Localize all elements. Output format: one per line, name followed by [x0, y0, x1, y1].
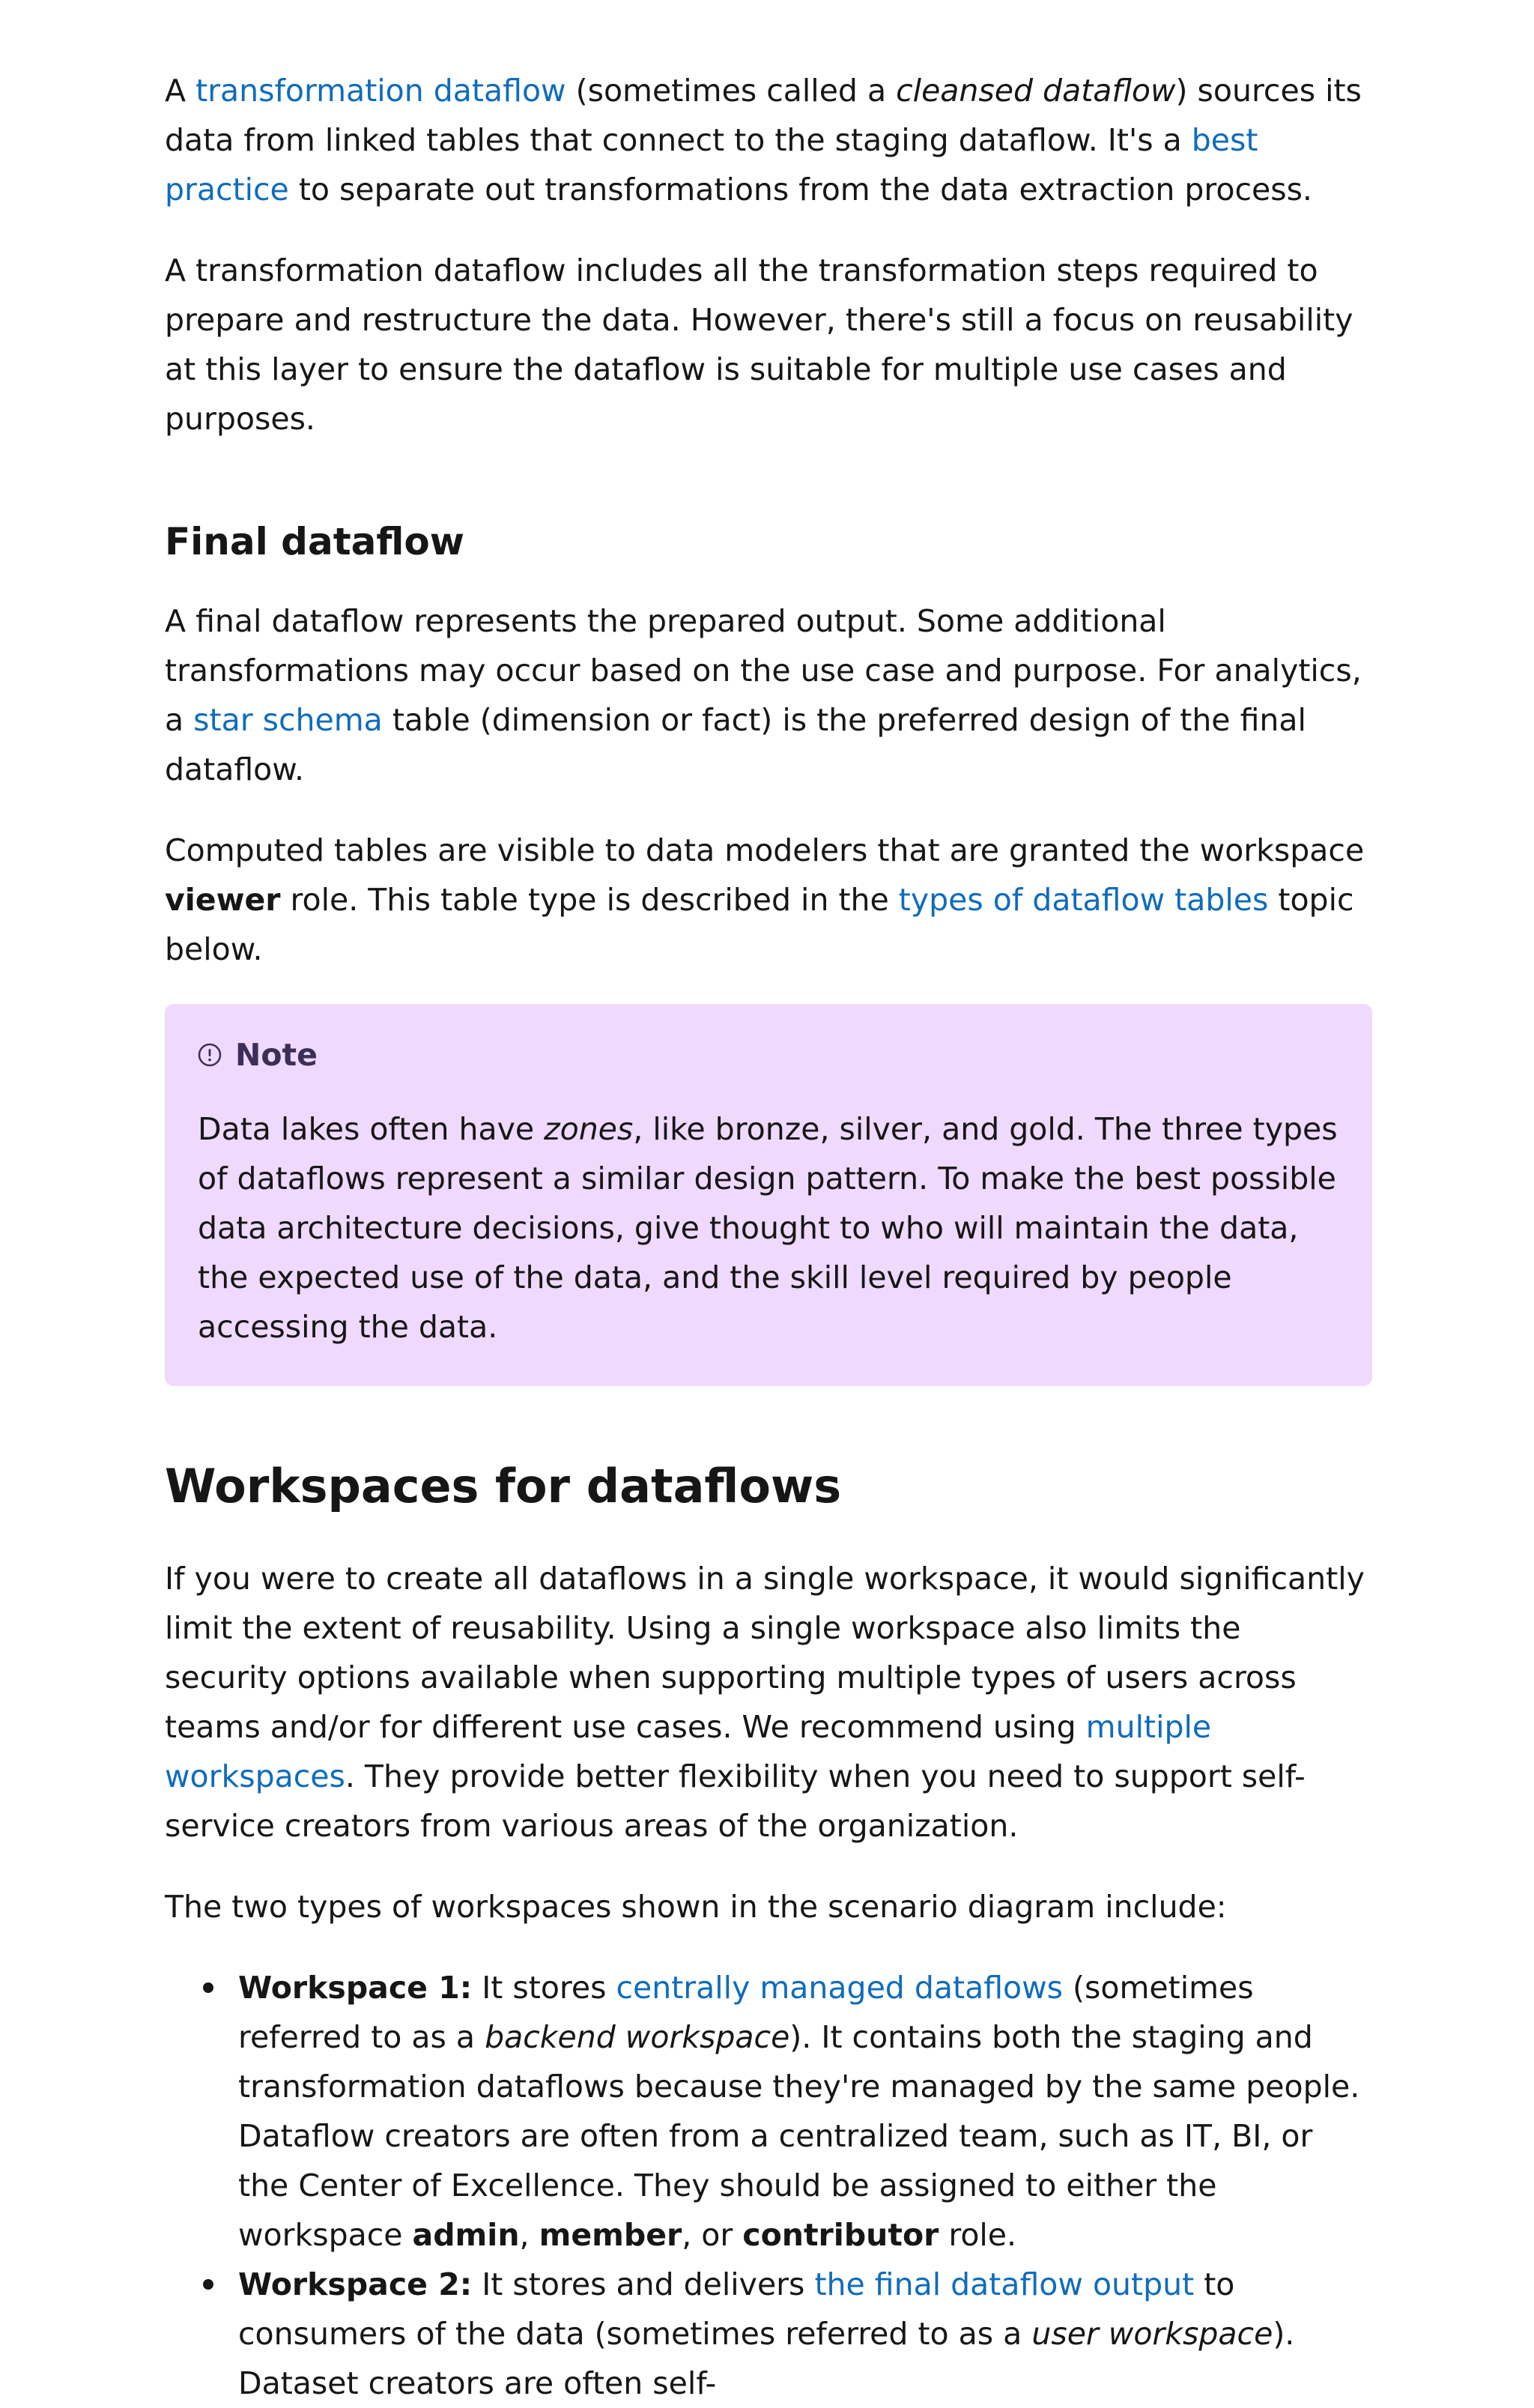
heading-workspaces-for-dataflows: Workspaces for dataflows: [165, 1459, 842, 1513]
link-star-schema[interactable]: star schema: [193, 702, 383, 738]
text-span: , like bronze, silver, and gold. The three types of dataflows represent a similar design pattern. To make the best possible data architecture decisions, give thought to who will maintain the data, the expected use of the data, and the skill level required by people accessing the data.: [198, 1111, 1338, 1345]
link-transformation-dataflow[interactable]: transformation dataflow: [195, 73, 566, 109]
list-item-workspace-1: [238, 1963, 1372, 2260]
emphasis-text: backend workspace: [485, 2019, 790, 2055]
bold-text: viewer: [165, 882, 281, 918]
link-best-practice[interactable]: best practice: [165, 122, 1258, 208]
paragraph-single-workspace: [165, 1554, 1372, 1851]
bold-text: contributor: [742, 2217, 939, 2253]
text-span: role. This table type is described in the: [280, 882, 899, 918]
list-item-label: Workspace 2:: [238, 2266, 473, 2302]
text-span: to separate out transformations from the data extraction process.: [288, 172, 1312, 208]
text-span: ). It contains both the staging and transformation dataflows because they're managed by the same people. Dataflow creators are often from a centralized team, such as IT, BI, or the Center of Excellence. They should be assigned to either the workspace: [238, 2019, 1360, 2253]
text-span: A final dataflow represents the prepared output. Some additional transformations may occur based on the use case and purpose. For analytics, a: [165, 603, 1362, 738]
list-item-workspace-2: [238, 2260, 1372, 2408]
note-body: [198, 1104, 1339, 1352]
note-header: [198, 1035, 1339, 1074]
text-span: . They provide better flexibility when you need to support self-service creators from various areas of the organization.: [165, 1758, 1306, 1844]
text-span: to consumers of the data (sometimes referred to as a: [238, 2266, 1235, 2352]
paragraph-transformation-dataflow: [165, 66, 1372, 214]
article-content: [165, 66, 1372, 2408]
info-circle-svg: [198, 1043, 222, 1067]
note-callout: [165, 1004, 1372, 1386]
link-final-dataflow-output[interactable]: the final dataflow output: [814, 2266, 1195, 2302]
bullet-icon: [203, 2279, 213, 2290]
text-span: role.: [939, 2217, 1017, 2253]
text-span: Data lakes often have: [198, 1111, 545, 1147]
workspace-list: [165, 1963, 1372, 2408]
text-span: , or: [682, 2217, 743, 2253]
text-span: A: [165, 73, 196, 109]
text-span: topic below.: [165, 882, 1354, 967]
info-circle-icon: [198, 1043, 222, 1067]
text-span: ). Dataset creators are often self-: [238, 2316, 1295, 2401]
bold-text: member: [539, 2217, 682, 2253]
list-item-label: Workspace 1:: [238, 1970, 473, 2006]
emphasis-text: user workspace: [1031, 2316, 1273, 2352]
text-span: Computed tables are visible to data modelers that are granted the workspace: [165, 832, 1365, 868]
text-span: If you were to create all dataflows in a single workspace, it would significantly limit the extent of reusability. Using a single workspace also limits the security options available when supporting multiple types of users across teams and/or for different use cases. We recommend using: [165, 1561, 1365, 1745]
paragraph-computed-tables: [165, 826, 1372, 974]
link-types-of-dataflow-tables[interactable]: types of dataflow tables: [898, 882, 1269, 918]
text-span: ,: [519, 2217, 539, 2253]
text-span: It stores: [472, 1970, 616, 2006]
bullet-icon: [203, 1982, 213, 1993]
text-span: table (dimension or fact) is the preferred design of the final dataflow.: [165, 702, 1306, 787]
emphasis-text: cleansed dataflow: [896, 73, 1176, 109]
text-span: (sometimes called a: [566, 73, 897, 109]
text-span: It stores and delivers: [472, 2266, 815, 2302]
heading-final-dataflow: Final dataflow: [165, 520, 464, 563]
link-centrally-managed-dataflows[interactable]: centrally managed dataflows: [616, 1970, 1064, 2006]
emphasis-text: zones: [544, 1111, 634, 1147]
bold-text: admin: [412, 2217, 520, 2253]
paragraph-final-dataflow: [165, 596, 1372, 794]
text-span: (sometimes referred to as a: [238, 1970, 1254, 2055]
paragraph-workspace-types: The two types of workspaces shown in the scenario diagram include:: [165, 1889, 1227, 1925]
text-span: ) sources its data from linked tables that connect to the staging dataflow. It's a: [165, 73, 1362, 158]
paragraph-transformation-steps: A transformation dataflow includes all the transformation steps required to prepare and restructure the data. However, there's still a focus on reusability at this layer to ensure the dataflow is suitable for multiple use cases and purposes.: [165, 252, 1353, 437]
note-title: Note: [235, 1037, 318, 1073]
link-multiple-workspaces[interactable]: multiple workspaces: [165, 1709, 1212, 1794]
